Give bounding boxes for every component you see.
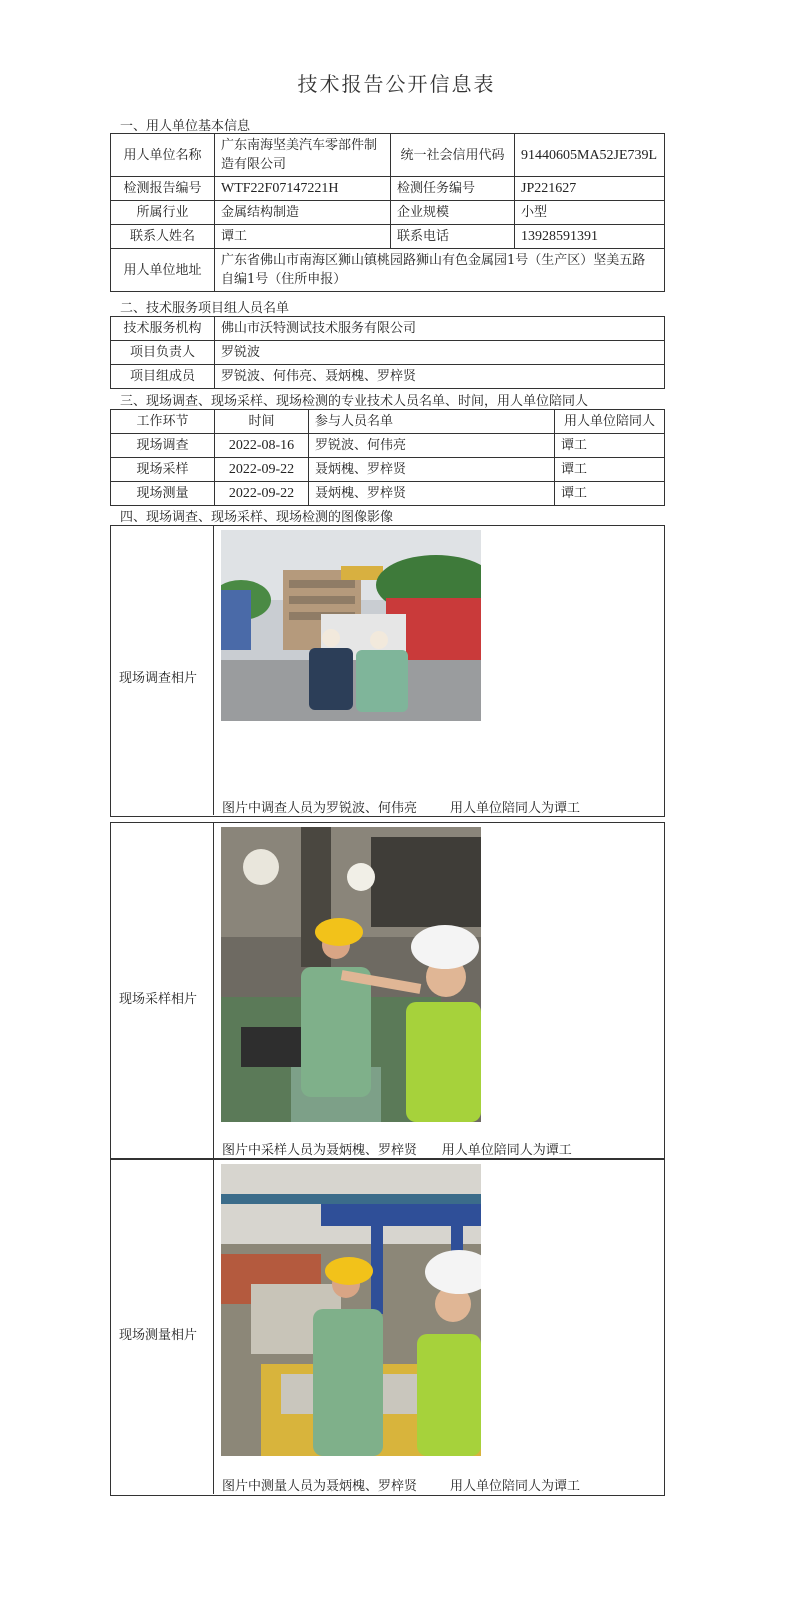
header-stage: 工作环节	[111, 410, 215, 434]
time-cell: 2022-09-22	[215, 482, 309, 506]
sampling-photo-caption: 图片中采样人员为聂炳槐、罗梓贤 用人单位陪同人为谭工	[222, 1143, 572, 1158]
accompanying-cell: 谭工	[555, 458, 665, 482]
label-service-org: 技术服务机构	[111, 317, 215, 341]
stage-cell: 现场调查	[111, 434, 215, 458]
fieldwork-table	[110, 409, 665, 506]
section1-heading: 一、用人单位基本信息	[120, 119, 251, 134]
label-report-number: 检测报告编号	[111, 177, 215, 201]
header-time: 时间	[215, 410, 309, 434]
photo-divider	[213, 525, 214, 815]
time-cell: 2022-09-22	[215, 458, 309, 482]
value-company-size: 小型	[515, 201, 665, 225]
accompanying-cell: 谭工	[555, 434, 665, 458]
measurement-photo	[221, 1164, 481, 1456]
measurement-photo-caption: 图片中测量人员为聂炳槐、罗梓贤 用人单位陪同人为谭工	[222, 1479, 581, 1494]
participants-cell: 聂炳槐、罗梓贤	[309, 482, 555, 506]
value-industry: 金属结构制造	[215, 201, 391, 225]
participants-cell: 聂炳槐、罗梓贤	[309, 458, 555, 482]
value-contact-phone: 13928591391	[515, 225, 665, 249]
label-company-size: 企业规模	[391, 201, 515, 225]
stage-cell: 现场采样	[111, 458, 215, 482]
label-contact-phone: 联系电话	[391, 225, 515, 249]
time-cell: 2022-08-16	[215, 434, 309, 458]
team-table	[110, 316, 665, 389]
value-project-lead: 罗锐波	[215, 341, 665, 365]
measurement-photo-label: 现场测量相片	[119, 1328, 198, 1343]
label-project-lead: 项目负责人	[111, 341, 215, 365]
sampling-photo-label: 现场采样相片	[119, 992, 198, 1007]
label-team-members: 项目组成员	[111, 365, 215, 389]
section2-heading: 二、技术服务项目组人员名单	[120, 301, 290, 316]
value-company-name: 广东南海坚美汽车零部件制造有限公司	[215, 134, 391, 177]
participants-cell: 罗锐波、何伟亮	[309, 434, 555, 458]
value-task-number: JP221627	[515, 177, 665, 201]
header-participants: 参与人员名单	[309, 410, 555, 434]
survey-photo	[221, 530, 481, 721]
page-title: 技术报告公开信息表	[297, 72, 496, 96]
survey-photo-label: 现场调查相片	[119, 671, 198, 686]
label-address: 用人单位地址	[111, 249, 215, 292]
header-accompanying: 用人单位陪同人	[555, 410, 665, 434]
label-industry: 所属行业	[111, 201, 215, 225]
basic-info-table	[110, 133, 665, 292]
label-company-name: 用人单位名称	[111, 134, 215, 177]
section3-heading: 三、现场调查、现场采样、现场检测的专业技术人员名单、时间，用人单位陪同人	[120, 394, 589, 409]
value-report-number: WTF22F07147221H	[215, 177, 391, 201]
survey-photo-caption: 图片中调查人员为罗锐波、何伟亮 用人单位陪同人为谭工	[222, 801, 581, 816]
value-contact-name: 谭工	[215, 225, 391, 249]
label-task-number: 检测任务编号	[391, 177, 515, 201]
value-team-members: 罗锐波、何伟亮、聂炳槐、罗梓贤	[215, 365, 665, 389]
value-address: 广东省佛山市南海区狮山镇桃园路狮山有色金属园1号（生产区）坚美五路自编1号（住所申报）	[215, 249, 665, 292]
value-service-org: 佛山市沃特测试技术服务有限公司	[215, 317, 665, 341]
section4-heading: 四、现场调查、现场采样、现场检测的图像影像	[120, 510, 394, 525]
stage-cell: 现场测量	[111, 482, 215, 506]
sampling-photo	[221, 827, 481, 1122]
label-credit-code: 统一社会信用代码	[391, 134, 515, 177]
value-credit-code: 91440605MA52JE739L	[515, 134, 665, 177]
label-contact-name: 联系人姓名	[111, 225, 215, 249]
accompanying-cell: 谭工	[555, 482, 665, 506]
